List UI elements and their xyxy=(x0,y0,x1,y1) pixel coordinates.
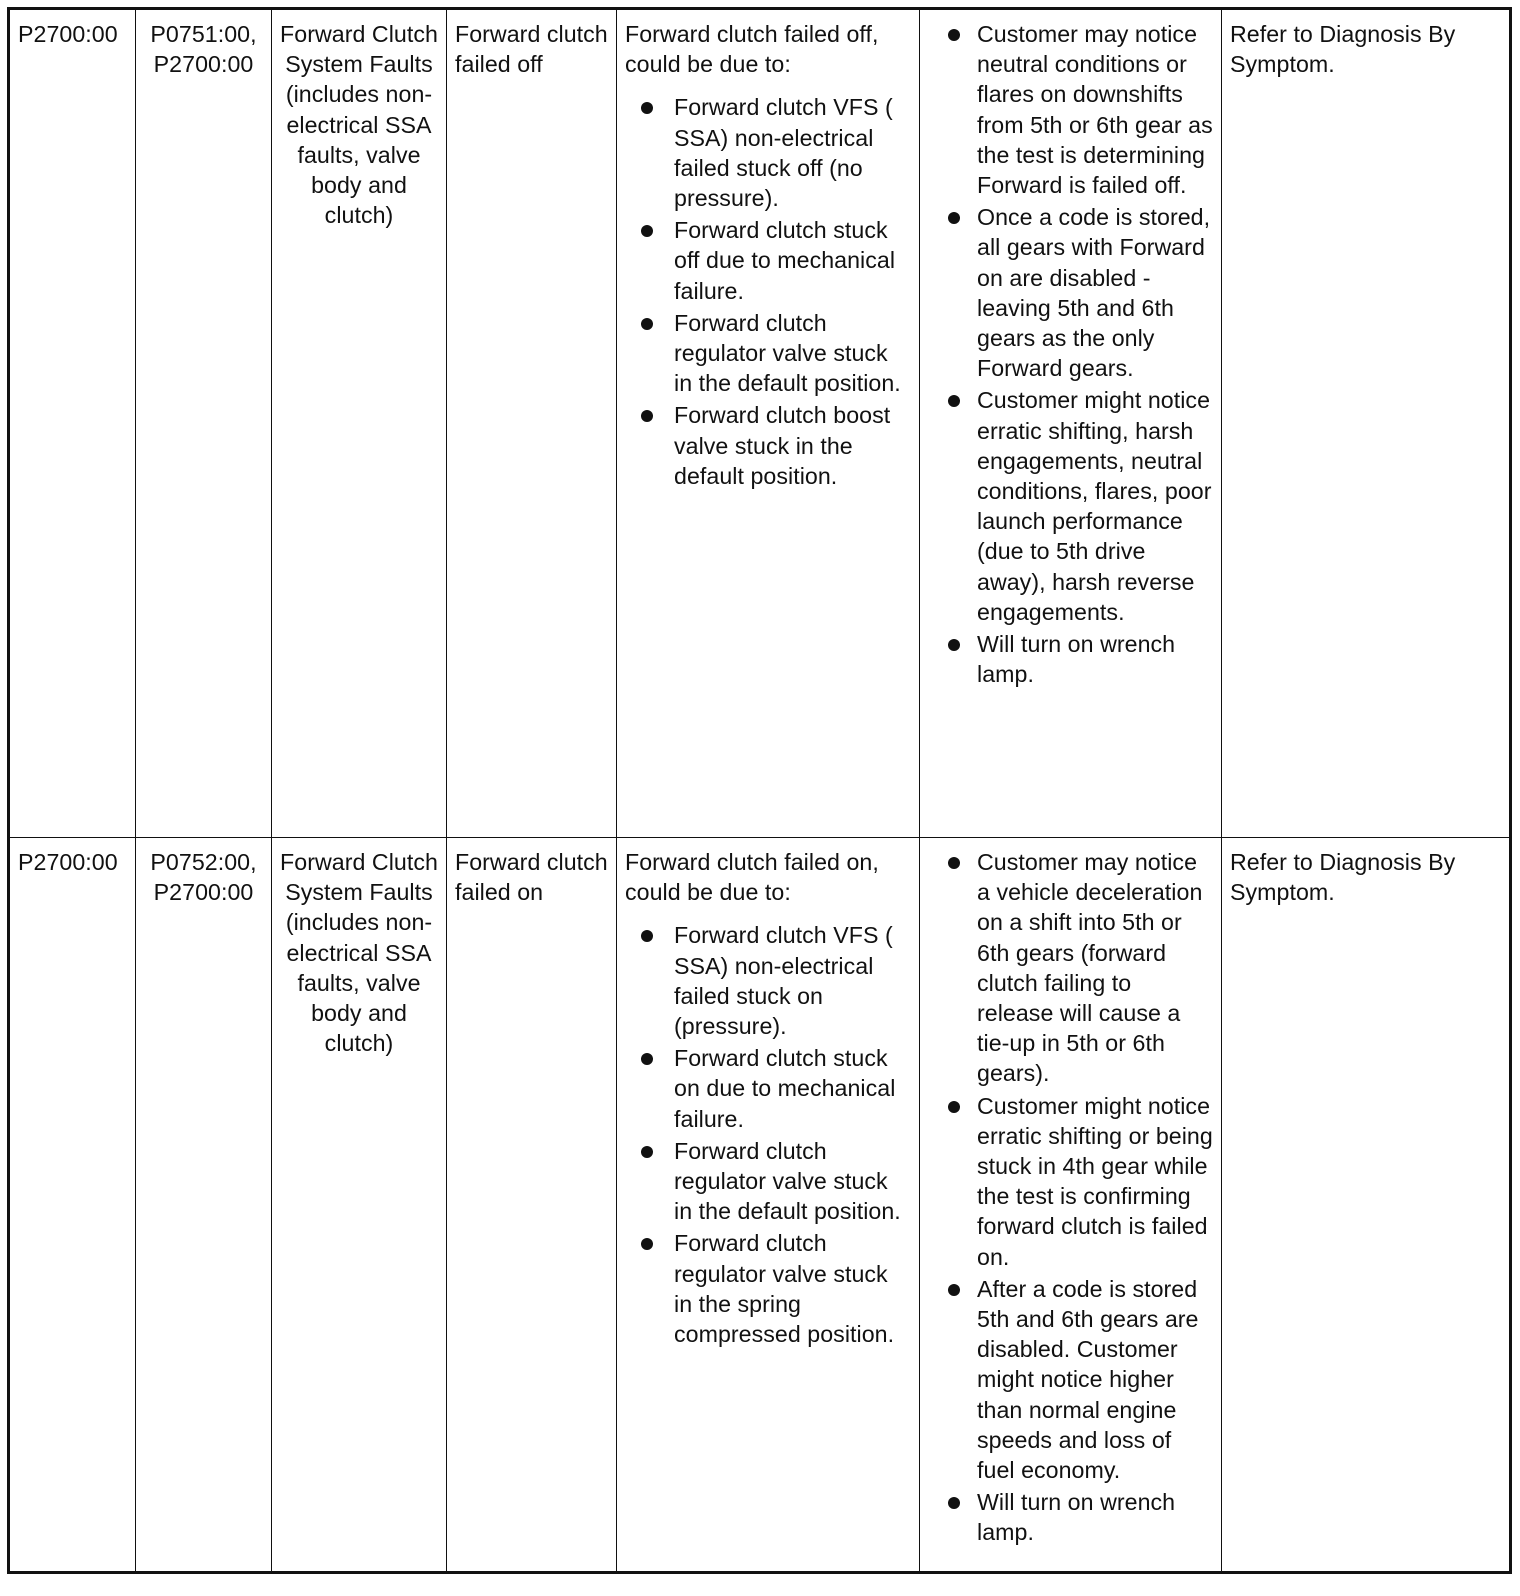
causes-list xyxy=(625,92,911,491)
fault-cell: Forward clutch failed off xyxy=(447,9,617,838)
effect-text: Customer may notice neutral conditions or flares on downshifts from 5th or 6th gear as the test is determining Forward is failed off. xyxy=(977,21,1213,199)
list-item xyxy=(625,92,911,213)
causes-cell xyxy=(617,9,920,838)
system-cell: Forward Clutch System Faults (includes non-electrical SSA faults, valve body and clutch) xyxy=(272,838,447,1573)
bullet-icon xyxy=(641,225,653,237)
cause-text: Forward clutch regulator valve stuck in the default position. xyxy=(674,1137,901,1225)
bullet-icon xyxy=(641,1053,653,1065)
related-codes-cell: P0751:00, P2700:00 xyxy=(136,9,272,838)
dtc-cell: P2700:00 xyxy=(9,838,136,1573)
bullet-icon xyxy=(948,395,960,407)
bullet-icon xyxy=(948,212,960,224)
cause-text: Forward clutch stuck off due to mechanical failure. xyxy=(674,217,896,304)
list-item xyxy=(928,629,1213,689)
bullet-icon xyxy=(641,1238,653,1250)
cause-text: Forward clutch stuck on due to mechanical failure. xyxy=(674,1045,896,1132)
effects-cell xyxy=(920,838,1222,1573)
list-item xyxy=(625,1043,911,1134)
related-codes-cell: P0752:00, P2700:00 xyxy=(136,838,272,1573)
action-cell: Refer to Diagnosis By Symptom. xyxy=(1222,838,1511,1573)
effect-text: Will turn on wrench lamp. xyxy=(977,1489,1176,1546)
dtc-table xyxy=(7,7,1512,1574)
list-item xyxy=(625,308,911,399)
table-row xyxy=(9,838,1511,1573)
list-item xyxy=(928,385,1213,627)
cause-text: Forward clutch regulator valve stuck in the default position. xyxy=(674,309,901,397)
system-cell: Forward Clutch System Faults (includes non-electrical SSA faults, valve body and clutch) xyxy=(272,9,447,838)
bullet-icon xyxy=(641,410,653,422)
causes-intro: Forward clutch failed off, could be due to: xyxy=(625,21,879,78)
bullet-icon xyxy=(948,1284,960,1296)
list-item xyxy=(625,400,911,491)
bullet-icon xyxy=(641,1146,653,1158)
effects-cell xyxy=(920,9,1222,838)
list-item xyxy=(928,847,1213,1089)
bullet-icon xyxy=(948,1497,960,1509)
causes-cell xyxy=(617,838,920,1573)
action-cell: Refer to Diagnosis By Symptom. xyxy=(1222,9,1511,838)
effect-text: Once a code is stored, all gears with Forward on are disabled - leaving 5th and 6th gears as the only Forward gears. xyxy=(977,204,1211,382)
effect-text: Customer might notice erratic shifting, harsh engagements, neutral conditions, flares, poor launch performance (due to 5th drive away), harsh reverse engagements. xyxy=(977,387,1212,625)
bullet-icon xyxy=(948,29,960,41)
cause-text: Forward clutch VFS ( SSA) non-electrical failed stuck off (no pressure). xyxy=(674,94,893,212)
table-body xyxy=(9,9,1511,1573)
effect-text: Will turn on wrench lamp. xyxy=(977,631,1176,688)
list-item xyxy=(625,1228,911,1349)
list-item xyxy=(625,920,911,1041)
effect-text: Customer might notice erratic shifting or being stuck in 4th gear while the test is confirming forward clutch is failed on. xyxy=(977,1092,1213,1270)
list-item xyxy=(928,19,1213,200)
list-item xyxy=(928,202,1213,383)
cause-text: Forward clutch VFS ( SSA) non-electrical failed stuck on (pressure). xyxy=(674,922,893,1040)
fault-cell: Forward clutch failed on xyxy=(447,838,617,1573)
cause-text: Forward clutch regulator valve stuck in the spring compressed position. xyxy=(674,1230,895,1348)
bullet-icon xyxy=(948,857,960,869)
dtc-cell: P2700:00 xyxy=(9,9,136,838)
effect-text: After a code is stored 5th and 6th gears are disabled. Customer might notice higher than normal engine speeds and loss of fuel economy. xyxy=(977,1275,1199,1484)
effects-list xyxy=(928,847,1213,1548)
cause-text: Forward clutch boost valve stuck in the default position. xyxy=(674,402,891,489)
list-item xyxy=(625,1136,911,1227)
effect-text: Customer may notice a vehicle deceleration on a shift into 5th or 6th gears (forward clutch failing to release will cause a tie-up in 5th or 6th gears). xyxy=(977,849,1203,1087)
list-item xyxy=(928,1091,1213,1272)
causes-list xyxy=(625,920,911,1349)
bullet-icon xyxy=(641,318,653,330)
causes-intro: Forward clutch failed on, could be due to: xyxy=(625,849,879,906)
bullet-icon xyxy=(641,102,653,114)
list-item xyxy=(928,1487,1213,1547)
table-row xyxy=(9,9,1511,838)
list-item xyxy=(928,1274,1213,1485)
list-item xyxy=(625,215,911,306)
bullet-icon xyxy=(641,930,653,942)
bullet-icon xyxy=(948,639,960,651)
effects-list xyxy=(928,19,1213,689)
bullet-icon xyxy=(948,1101,960,1113)
